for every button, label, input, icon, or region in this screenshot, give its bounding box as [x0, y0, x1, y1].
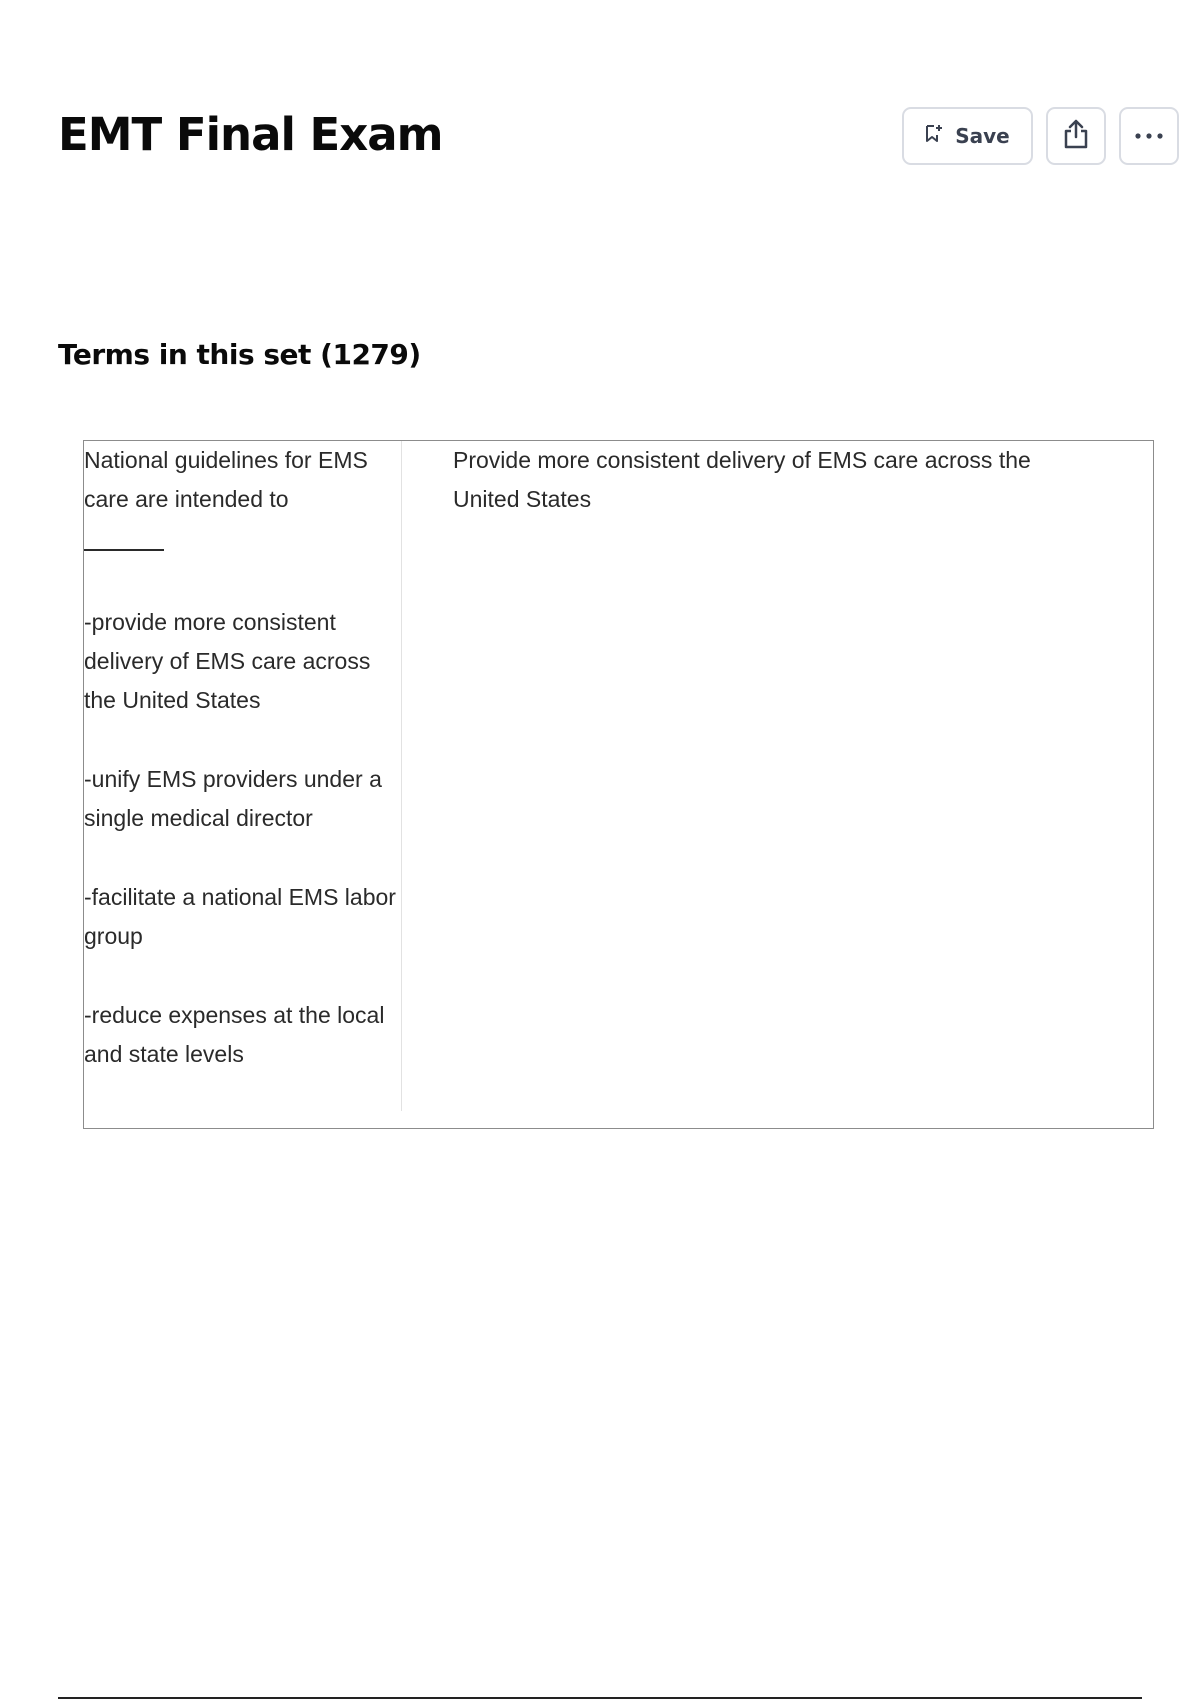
term-option: -provide more consistent delivery of EMS care across the United States — [84, 609, 371, 713]
bookmark-add-icon — [925, 124, 943, 149]
share-icon — [1062, 118, 1090, 155]
save-button[interactable] — [902, 107, 1033, 165]
term-option: -unify EMS providers under a single medical director — [84, 766, 382, 831]
term-question: National guidelines for EMS care are intended to — [84, 447, 368, 512]
term-side — [84, 441, 402, 1111]
more-options-button[interactable] — [1119, 107, 1179, 165]
term-option: -reduce expenses at the local and state levels — [84, 1002, 385, 1067]
page-title: EMT Final Exam — [58, 108, 443, 161]
terms-count-heading: Terms in this set (1279) — [58, 338, 421, 371]
save-button-label: Save — [955, 124, 1010, 148]
share-button[interactable] — [1046, 107, 1106, 165]
definition-side: Provide more consistent delivery of EMS care across the United States — [453, 447, 1031, 512]
more-horizontal-icon — [1134, 127, 1164, 145]
footer-divider — [58, 1697, 1142, 1699]
term-option: -facilitate a national EMS labor group — [84, 884, 396, 949]
answer-blank — [84, 525, 164, 551]
term-card — [83, 440, 1154, 1129]
